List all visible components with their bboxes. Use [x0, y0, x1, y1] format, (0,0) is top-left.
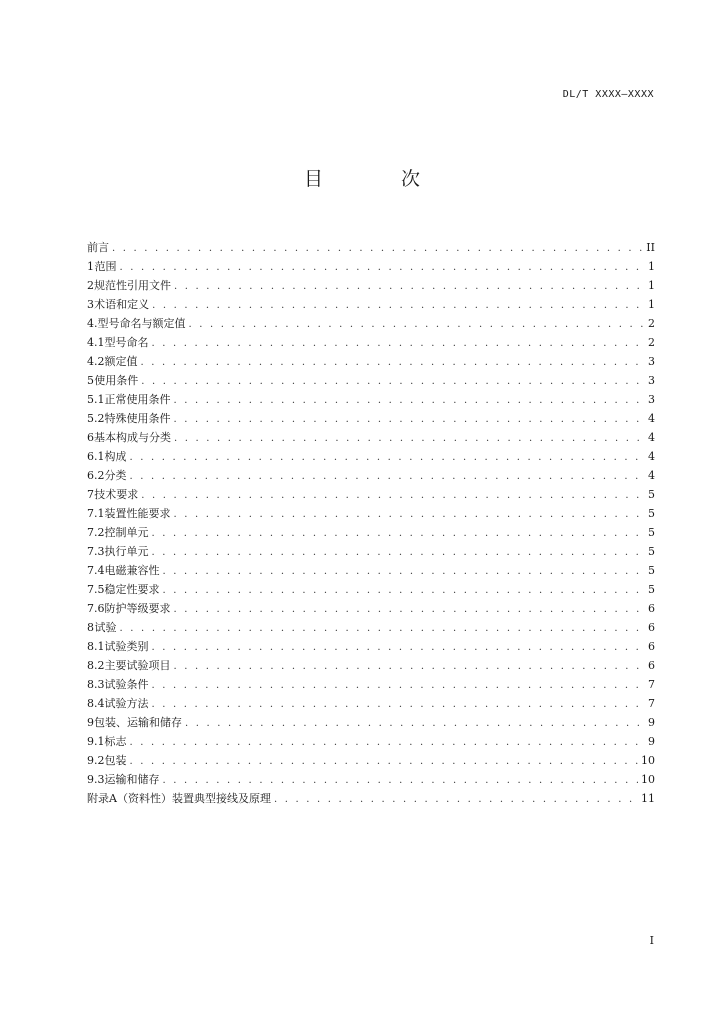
toc-dot-leader: [141, 486, 645, 505]
toc-entry-page: 6: [648, 659, 655, 672]
toc-entry-label: 规范性引用文件: [94, 279, 171, 292]
toc-entry[interactable]: [87, 352, 655, 371]
toc-dot-leader: [163, 562, 646, 581]
toc-entry-number: 9: [87, 716, 94, 729]
toc-entry[interactable]: [87, 428, 655, 447]
toc-entry[interactable]: [87, 732, 655, 751]
toc-entry-number: 7.6: [87, 602, 105, 615]
toc-entry-label: 包装: [104, 754, 127, 767]
toc-entry-page: 5: [648, 545, 655, 558]
toc-entry-number: 5.2: [87, 412, 105, 425]
toc-dot-leader: [189, 315, 646, 334]
toc-entry-page: 5: [648, 526, 655, 539]
toc-entry-label: 型号命名与额定值: [97, 317, 186, 330]
toc-entry-number: 8: [87, 621, 94, 634]
toc-entry-label: 分类: [104, 469, 127, 482]
toc-dot-leader: [174, 277, 645, 296]
toc-entry[interactable]: [87, 504, 655, 523]
toc-entry[interactable]: [87, 599, 655, 618]
toc-dot-leader: [174, 600, 646, 619]
toc-entry[interactable]: [87, 618, 655, 637]
toc-entry-label: 型号命名: [104, 336, 149, 349]
toc-dot-leader: [130, 733, 646, 752]
toc-entry-label: 试验方法: [104, 697, 149, 710]
toc-entry-number: 6: [87, 431, 94, 444]
toc-entry-page: II: [646, 241, 655, 254]
toc-dot-leader: [174, 505, 646, 524]
toc-dot-leader: [152, 676, 646, 695]
table-of-contents: [87, 238, 655, 808]
toc-entry[interactable]: [87, 276, 655, 295]
toc-entry-page: 3: [648, 355, 655, 368]
toc-dot-leader: [152, 524, 646, 543]
toc-entry-page: 5: [648, 488, 655, 501]
toc-entry-page: 4: [648, 431, 655, 444]
page-number: I: [649, 934, 654, 947]
toc-entry-label: 试验类别: [104, 640, 149, 653]
toc-dot-leader: [174, 391, 646, 410]
toc-dot-leader: [174, 429, 645, 448]
toc-entry[interactable]: [87, 523, 655, 542]
toc-dot-leader: [185, 714, 645, 733]
toc-entry[interactable]: [87, 770, 655, 789]
toc-dot-leader: [152, 296, 645, 315]
toc-entry-number: 6.2: [87, 469, 105, 482]
toc-dot-leader: [112, 239, 643, 258]
toc-entry-label: 执行单元: [104, 545, 149, 558]
toc-dot-leader: [152, 543, 646, 562]
toc-entry-number: 3: [87, 298, 94, 311]
toc-entry[interactable]: [87, 466, 655, 485]
toc-entry-label: 特殊使用条件: [104, 412, 171, 425]
page-title: 目 次: [303, 168, 457, 190]
document-code: DL/T XXXX—XXXX: [562, 89, 654, 100]
toc-entry-page: 4: [648, 469, 655, 482]
toc-dot-leader: [120, 258, 645, 277]
toc-dot-leader: [130, 752, 639, 771]
toc-entry-page: 10: [641, 754, 655, 767]
toc-entry[interactable]: [87, 561, 655, 580]
toc-dot-leader: [141, 353, 646, 372]
toc-entry-page: 5: [648, 564, 655, 577]
toc-entry-number: 7.3: [87, 545, 105, 558]
toc-entry-label: 附录A（资料性）装置典型接线及原理: [87, 792, 271, 805]
toc-dot-leader: [120, 619, 645, 638]
toc-entry-number: 7.5: [87, 583, 105, 596]
toc-dot-leader: [130, 467, 646, 486]
toc-entry[interactable]: [87, 314, 655, 333]
toc-entry-label: 运输和储存: [104, 773, 160, 786]
toc-entry-page: 1: [648, 260, 655, 273]
toc-entry-page: 6: [648, 640, 655, 653]
toc-dot-leader: [163, 771, 639, 790]
toc-entry[interactable]: [87, 694, 655, 713]
toc-entry-number: 4.2: [87, 355, 105, 368]
toc-entry[interactable]: [87, 580, 655, 599]
toc-entry-page: 1: [648, 279, 655, 292]
toc-entry-label: 控制单元: [104, 526, 149, 539]
toc-entry[interactable]: [87, 542, 655, 561]
toc-entry-page: 10: [641, 773, 655, 786]
toc-dot-leader: [152, 638, 646, 657]
toc-entry-number: 9.1: [87, 735, 105, 748]
toc-entry-label: 使用条件: [94, 374, 139, 387]
toc-dot-leader: [163, 581, 646, 600]
toc-entry-label: 装置性能要求: [104, 507, 171, 520]
toc-entry[interactable]: [87, 713, 655, 732]
toc-entry-page: 7: [648, 697, 655, 710]
toc-entry-page: 9: [648, 735, 655, 748]
toc-entry[interactable]: [87, 675, 655, 694]
toc-entry-page: 1: [648, 298, 655, 311]
toc-entry-number: 7.1: [87, 507, 105, 520]
toc-entry-label: 防护等级要求: [104, 602, 171, 615]
toc-entry[interactable]: [87, 371, 655, 390]
toc-entry-page: 6: [648, 602, 655, 615]
toc-entry-number: 8.3: [87, 678, 105, 691]
toc-entry-label: 构成: [104, 450, 127, 463]
toc-entry-number: 8.4: [87, 697, 105, 710]
toc-entry-label: 电磁兼容性: [104, 564, 160, 577]
toc-entry-page: 3: [648, 374, 655, 387]
toc-entry-label: 术语和定义: [94, 298, 150, 311]
toc-dot-leader: [274, 790, 638, 809]
toc-entry-number: 8.2: [87, 659, 105, 672]
toc-dot-leader: [152, 334, 646, 353]
toc-entry-number: 7.4: [87, 564, 105, 577]
toc-dot-leader: [141, 372, 645, 391]
toc-dot-leader: [174, 657, 646, 676]
toc-entry[interactable]: [87, 656, 655, 675]
toc-entry-page: 4: [648, 450, 655, 463]
toc-entry-page: 6: [648, 621, 655, 634]
toc-entry-label: 包装、运输和储存: [94, 716, 182, 729]
toc-entry-number: 9.3: [87, 773, 105, 786]
toc-entry-label: 技术要求: [94, 488, 139, 501]
toc-entry-label: 前言: [87, 241, 109, 254]
toc-entry-number: 5.1: [87, 393, 105, 406]
toc-entry-page: 11: [641, 792, 655, 805]
toc-entry-number: 8.1: [87, 640, 105, 653]
toc-entry-page: 2: [648, 336, 655, 349]
toc-entry-page: 7: [648, 678, 655, 691]
toc-entry[interactable]: [87, 295, 655, 314]
toc-entry[interactable]: [87, 238, 655, 257]
toc-entry[interactable]: [87, 409, 655, 428]
toc-entry[interactable]: [87, 751, 655, 770]
toc-entry-page: 4: [648, 412, 655, 425]
toc-entry-page: 3: [648, 393, 655, 406]
toc-entry-label: 正常使用条件: [104, 393, 171, 406]
toc-entry-label: 额定值: [104, 355, 138, 368]
toc-entry[interactable]: [87, 390, 655, 409]
toc-entry-page: 5: [648, 507, 655, 520]
toc-entry-label: 稳定性要求: [104, 583, 160, 596]
toc-entry-number: 6.1: [87, 450, 105, 463]
toc-entry-number: 2: [87, 279, 94, 292]
toc-entry[interactable]: [87, 637, 655, 656]
toc-entry-number: 4.: [87, 317, 98, 330]
toc-entry-page: 9: [648, 716, 655, 729]
toc-entry-number: 7: [87, 488, 94, 501]
toc-entry-number: 9.2: [87, 754, 105, 767]
toc-dot-leader: [174, 410, 646, 429]
toc-entry[interactable]: [87, 447, 655, 466]
toc-entry[interactable]: [87, 257, 655, 276]
toc-dot-leader: [152, 695, 646, 714]
toc-entry-label: 主要试验项目: [104, 659, 171, 672]
toc-entry-number: 4.1: [87, 336, 105, 349]
toc-entry-number: 5: [87, 374, 94, 387]
toc-entry-label: 基本构成与分类: [94, 431, 171, 444]
toc-entry-label: 试验条件: [104, 678, 149, 691]
toc-entry-number: 1: [87, 260, 94, 273]
toc-entry-number: 7.2: [87, 526, 105, 539]
toc-entry-page: 5: [648, 583, 655, 596]
toc-entry[interactable]: [87, 789, 655, 808]
toc-entry-label: 试验: [94, 621, 117, 634]
toc-entry[interactable]: [87, 333, 655, 352]
toc-entry[interactable]: [87, 485, 655, 504]
toc-dot-leader: [130, 448, 646, 467]
toc-entry-page: 2: [648, 317, 655, 330]
toc-entry-label: 范围: [94, 260, 117, 273]
toc-entry-label: 标志: [104, 735, 127, 748]
